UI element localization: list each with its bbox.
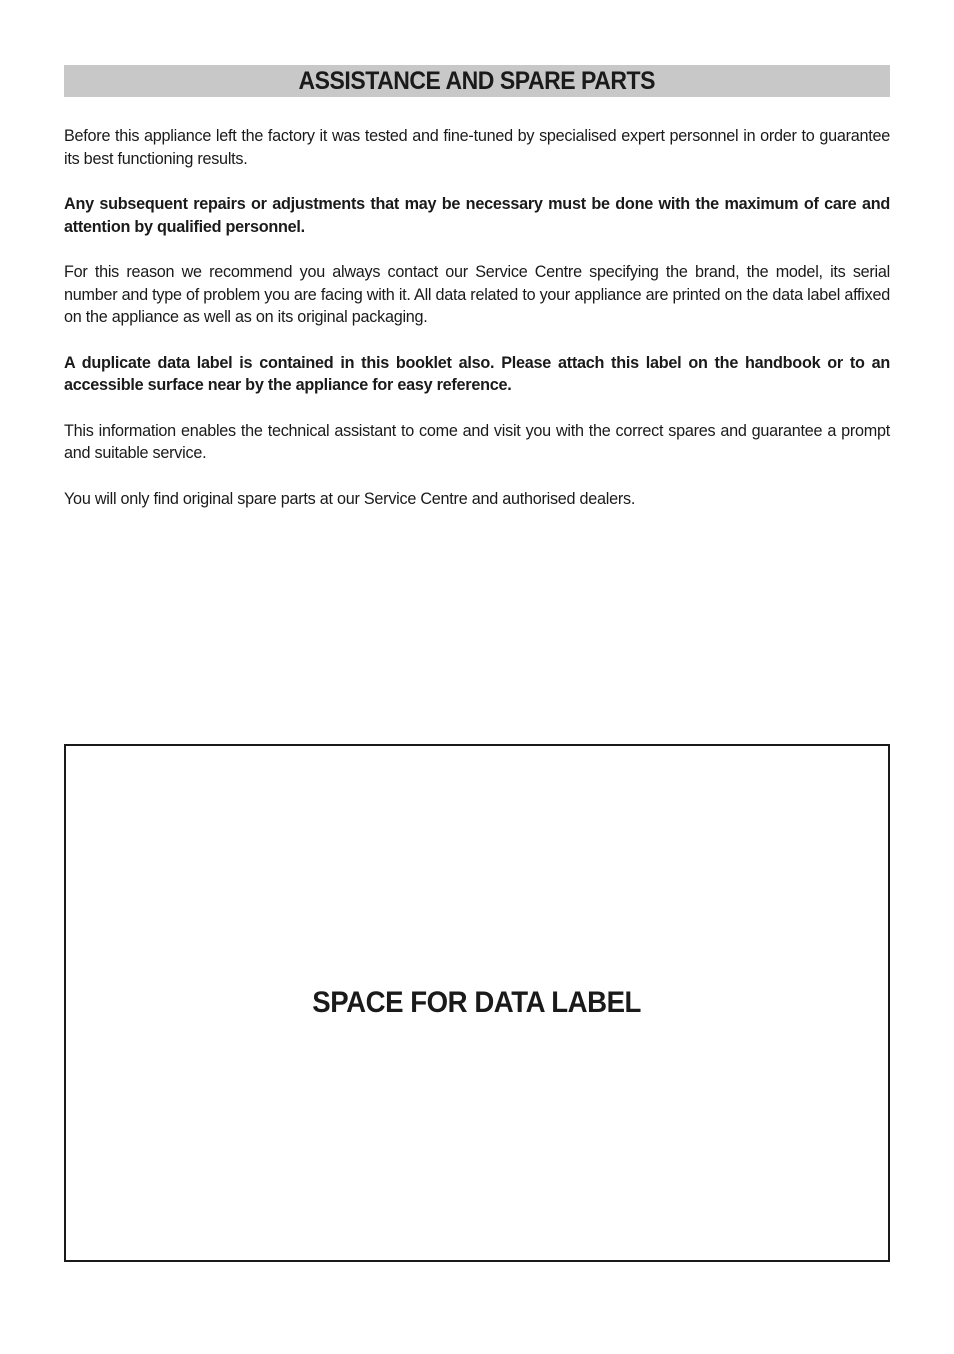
section-title-bar <box>64 65 890 97</box>
paragraph-duplicate-label: A duplicate data label is contained in this booklet also. Please attach this label on the handbook or to an accessible surface near by the appliance for easy reference. <box>64 353 890 394</box>
paragraph-qualified-repairs: Any subsequent repairs or adjustments that may be necessary must be done with the maximum of care and attention by qualified personnel. <box>64 195 890 236</box>
paragraph-technical-assistant: This information enables the technical assistant to come and visit you with the correct spares and guarantee a prompt and suitable service. <box>64 421 890 462</box>
paragraph-factory-testing: Before this appliance left the factory it was tested and fine-tuned by specialised expert personnel in order to guarantee its best functioning results. <box>64 127 890 168</box>
paragraph-original-spares: You will only find original spare parts at our Service Centre and authorised dealers. <box>64 489 636 508</box>
section-title: ASSISTANCE AND SPARE PARTS <box>298 66 656 95</box>
data-label-box <box>64 744 890 1262</box>
document-page <box>64 65 890 533</box>
data-label-box-text: SPACE FOR DATA LABEL <box>312 986 642 1019</box>
document-body <box>64 125 890 510</box>
paragraph-service-centre: For this reason we recommend you always contact our Service Centre specifying the brand, the model, its serial number and type of problem you are facing with it. All data related to your appliance are printed on the data label affixed on the appliance as well as on its original packaging. <box>64 263 890 326</box>
